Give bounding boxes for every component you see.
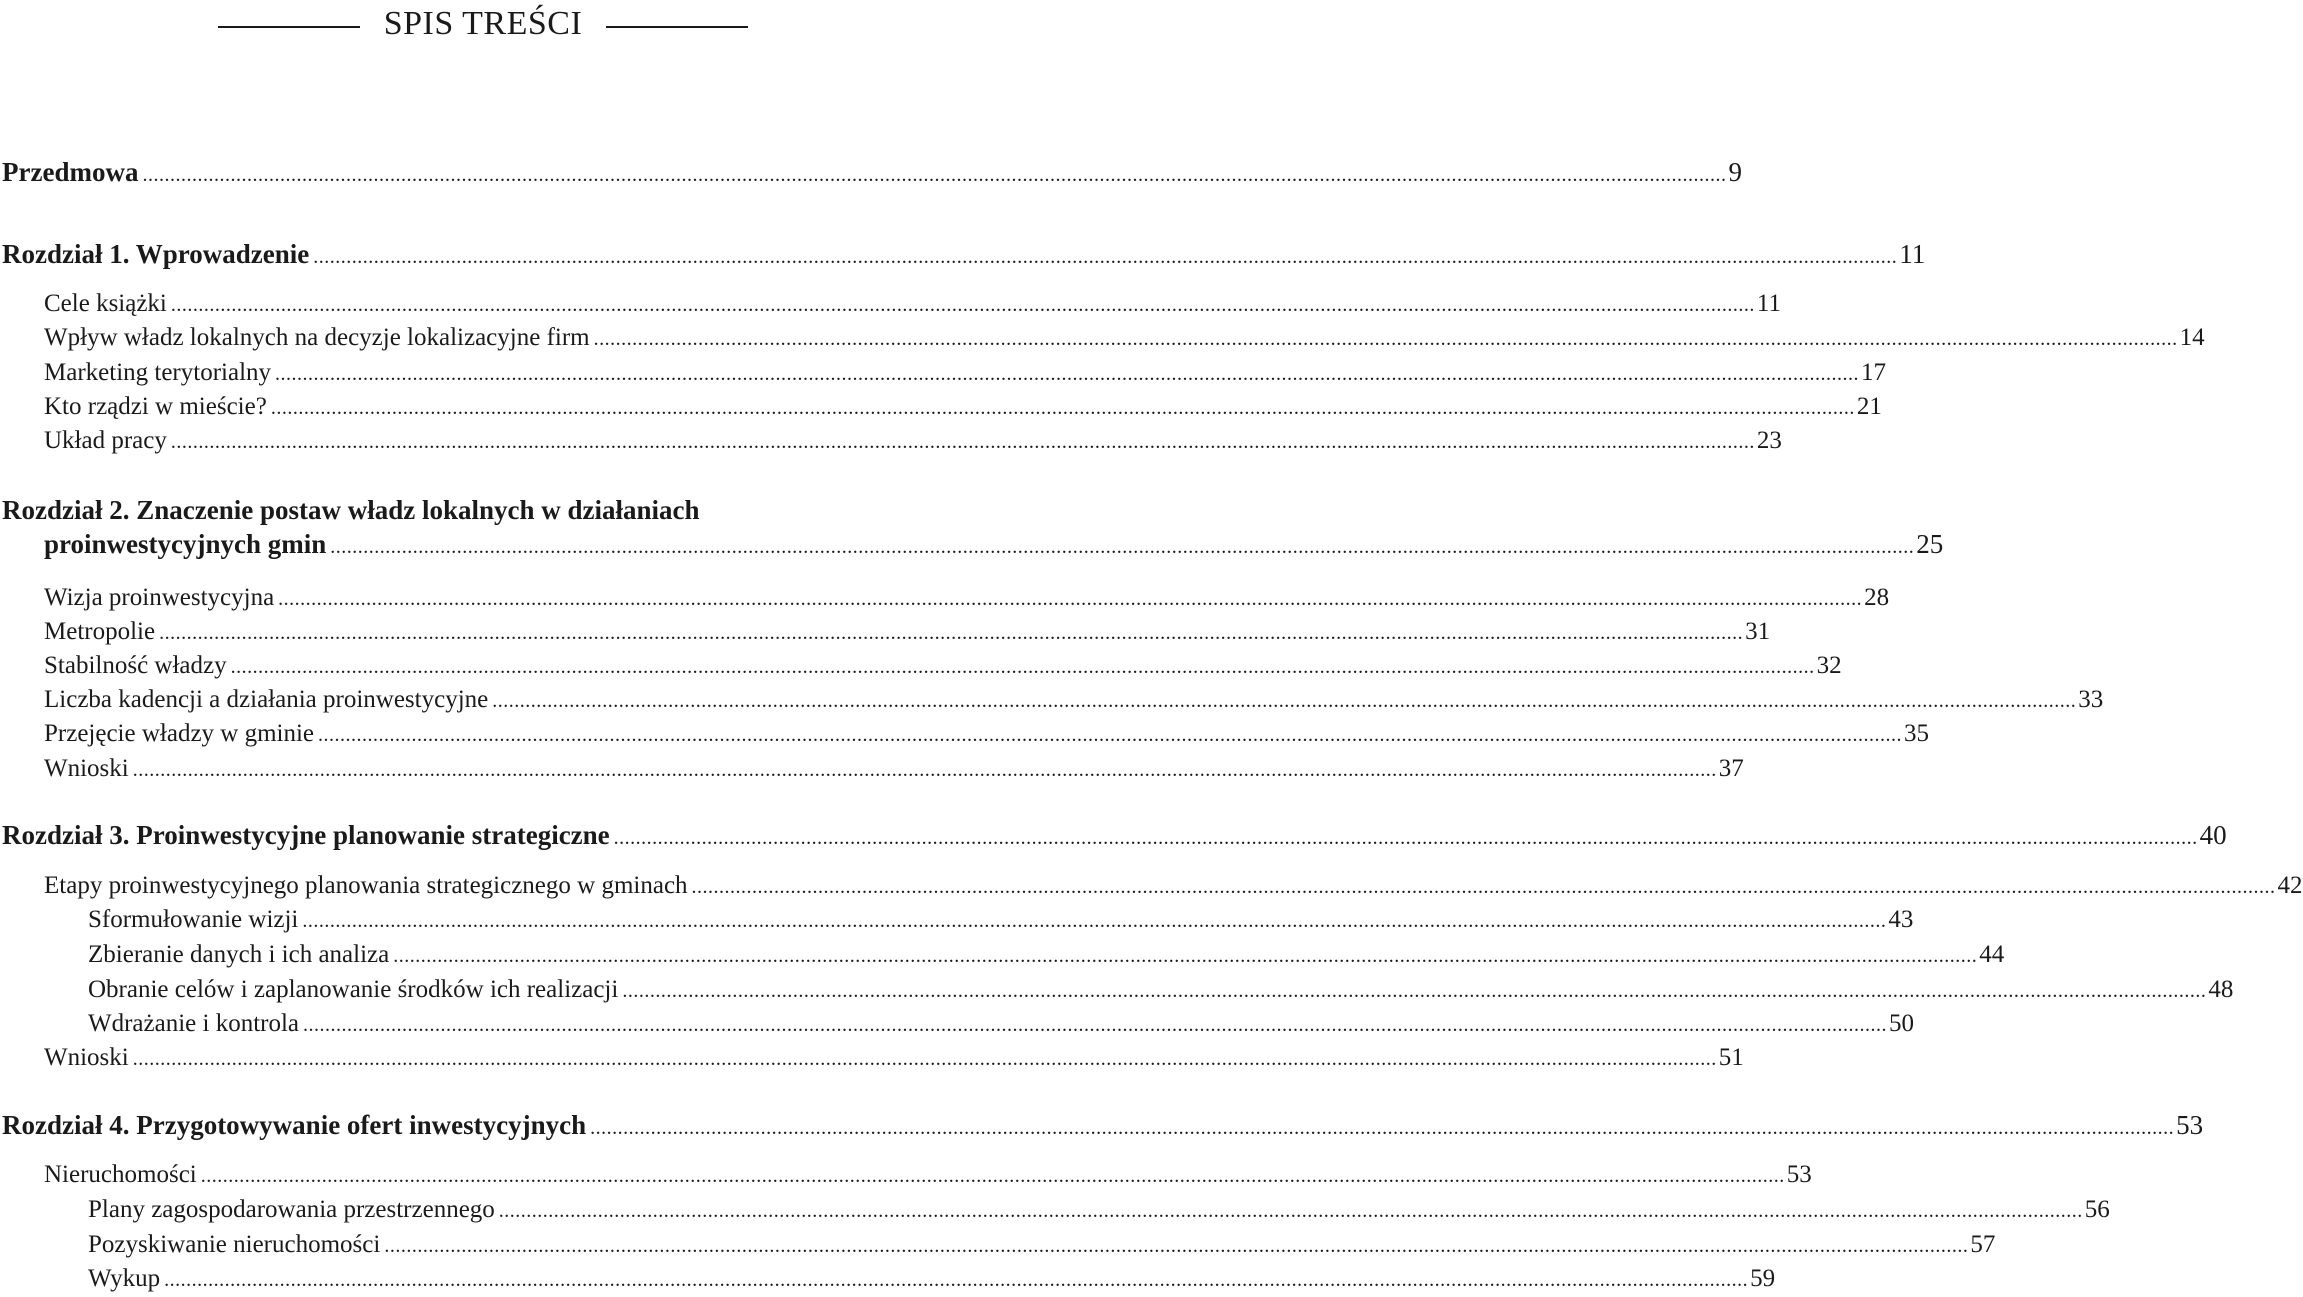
dot-leader [622, 974, 2206, 1008]
toc-entry-metropolie[interactable] [0, 615, 1771, 649]
dot-leader [393, 939, 1977, 973]
toc-entry-kto-rzadzi[interactable] [0, 390, 1882, 424]
toc-entry-page: 37 [1718, 755, 1744, 782]
toc-entry-liczba-kadencji[interactable] [0, 683, 2104, 717]
toc-entry-label: Pozyskiwanie nieruchomości [88, 1231, 381, 1258]
toc-entry-zbieranie-danych[interactable] [0, 938, 2005, 972]
toc-entry-page: 35 [1904, 720, 1930, 747]
toc-entry-chapter-4[interactable] [0, 1108, 2204, 1142]
dot-leader [164, 1263, 1748, 1297]
dot-leader [201, 1159, 1785, 1193]
page-title: SPIS TREŚCI [383, 5, 583, 42]
toc-entry-label: Marketing terytorialny [44, 359, 272, 386]
toc-entry-page: 53 [2176, 1110, 2204, 1140]
toc-entry-label: Nieruchomości [44, 1161, 197, 1188]
toc-entry-wizja-proinwestycyjna[interactable] [0, 581, 1890, 615]
dot-leader [692, 870, 2276, 904]
dot-leader [271, 391, 1855, 425]
dot-leader [313, 240, 1897, 274]
toc-entry-page: 51 [1718, 1044, 1744, 1071]
toc-entry-uklad-pracy[interactable] [0, 424, 1782, 458]
dot-leader [590, 1111, 2174, 1145]
dot-leader [133, 753, 1717, 787]
dot-leader [231, 650, 1815, 684]
toc-entry-label: Etapy proinwestycyjnego planowania strategicznego w gminach [44, 872, 688, 899]
dot-leader [318, 718, 1902, 752]
toc-entry-chapter-1[interactable] [0, 237, 1926, 271]
dot-leader [303, 1008, 1887, 1042]
toc-entry-label: Sformułowanie wizji [88, 906, 299, 933]
toc-entry-label: Rozdział 4. Przygotowywanie ofert inwestycyjnych [2, 1110, 587, 1140]
toc-entry-page: 48 [2208, 976, 2234, 1003]
toc-entry-page: 56 [2084, 1196, 2110, 1223]
toc-entry-page: 50 [1889, 1010, 1915, 1037]
page-header [0, 0, 960, 50]
toc-entry-page: 14 [2179, 324, 2205, 351]
dot-leader [492, 684, 2076, 718]
toc-entry-page: 42 [2277, 872, 2303, 899]
toc-entry-label: Rozdział 1. Wprowadzenie [2, 239, 310, 269]
toc-entry-wplyw-wladz[interactable] [0, 321, 2205, 355]
toc-entry-page: 32 [1816, 652, 1842, 679]
toc-entry-label: proinwestycyjnych gmin [44, 529, 327, 559]
toc-entry-label: Rozdział 2. Znaczenie postaw władz lokalnych w działaniach [2, 495, 700, 525]
toc-entry-sformulowanie-wizji[interactable] [0, 903, 1914, 937]
toc-entry-label: Układ pracy [44, 427, 167, 454]
toc-entry-label: Liczba kadencji a działania proinwestycyjne [44, 686, 489, 713]
toc-entry-label: Przejęcie władzy w gminie [44, 720, 315, 747]
toc-entry-label: Obranie celów i zaplanowanie środków ich realizacji [88, 976, 619, 1003]
dot-leader [171, 288, 1755, 322]
toc-entry-label: Wykup [88, 1265, 161, 1292]
toc-entry-page: 31 [1745, 618, 1771, 645]
toc-entry-page: 11 [1899, 239, 1926, 269]
dot-leader [614, 821, 2198, 855]
dot-leader [330, 530, 1914, 564]
toc-entry-page: 40 [2199, 820, 2227, 850]
toc-entry-label: Wizja proinwestycyjna [44, 584, 275, 611]
toc-entry-wnioski-ch2[interactable] [0, 752, 1744, 786]
toc-entry-wdrazanie-kontrola[interactable] [0, 1007, 1915, 1041]
toc-entry-label: Wnioski [44, 1044, 129, 1071]
toc-entry-label: Wpływ władz lokalnych na decyzje lokalizacyjne firm [44, 324, 590, 351]
toc-entry-label: Rozdział 3. Proinwestycyjne planowanie strategiczne [2, 820, 610, 850]
dot-leader [133, 1042, 1717, 1076]
toc-entry-label: Plany zagospodarowania przestrzennego [88, 1196, 495, 1223]
toc-entry-chapter-2-continuation [0, 527, 1944, 561]
toc-entry-marketing-terytorialny[interactable] [0, 356, 1887, 390]
toc-entry-page: 59 [1750, 1265, 1776, 1292]
toc-entry-page: 44 [1979, 941, 2005, 968]
dot-leader [302, 904, 1886, 938]
dot-leader [171, 425, 1755, 459]
toc-entry-cele-ksiazki[interactable] [0, 287, 1781, 321]
toc-entry-chapter-3[interactable] [0, 818, 2227, 852]
toc-entry-page: 33 [2078, 686, 2104, 713]
title-rule-left [218, 26, 360, 28]
toc-entry-page: 25 [1916, 529, 1944, 559]
toc-entry-page: 21 [1856, 393, 1882, 420]
toc-entry-label: Kto rządzi w mieście? [44, 393, 267, 420]
toc-entry-page: 53 [1786, 1161, 1812, 1188]
title-rule-right [606, 26, 748, 28]
dot-leader [159, 616, 1743, 650]
toc-entry-label: Zbieranie danych i ich analiza [88, 941, 390, 968]
toc-entry-stabilnosc-wladzy[interactable] [0, 649, 1842, 683]
toc-entry-chapter-2[interactable] [0, 493, 1944, 559]
toc-entry-nieruchomosci[interactable] [0, 1158, 1812, 1192]
dot-leader [142, 158, 1726, 192]
toc-entry-przejecie-wladzy[interactable] [0, 717, 1930, 751]
toc-entry-label: Stabilność władzy [44, 652, 227, 679]
dot-leader [384, 1229, 1968, 1263]
toc-entry-plany-zagospodarowania[interactable] [0, 1193, 2110, 1227]
toc-entry-page: 28 [1864, 584, 1890, 611]
dot-leader [278, 582, 1862, 616]
toc-entry-label: Wdrażanie i kontrola [88, 1010, 300, 1037]
toc-entry-page: 17 [1861, 359, 1887, 386]
toc-entry-przedmowa[interactable] [0, 155, 1742, 189]
toc-entry-wykup[interactable] [0, 1262, 1776, 1296]
toc-entry-pozyskiwanie-nieruchomosci[interactable] [0, 1228, 1996, 1262]
toc-entry-wnioski-ch3[interactable] [0, 1041, 1744, 1075]
toc-entry-label: Cele książki [44, 290, 167, 317]
dot-leader [275, 357, 1859, 391]
toc-entry-label: Przedmowa [2, 157, 139, 187]
dot-leader [499, 1194, 2083, 1228]
toc-entry-page: 23 [1756, 427, 1782, 454]
toc-entry-page: 57 [1970, 1231, 1996, 1258]
toc-entry-label: Metropolie [44, 618, 156, 645]
toc-entry-etapy-planowania[interactable] [0, 869, 2303, 903]
toc-entry-page: 43 [1888, 906, 1914, 933]
toc-entry-page: 11 [1756, 290, 1781, 317]
dot-leader [594, 322, 2178, 356]
toc-entry-obranie-celow[interactable] [0, 973, 2234, 1007]
toc-entry-label: Wnioski [44, 755, 129, 782]
toc-entry-page: 9 [1728, 157, 1742, 187]
